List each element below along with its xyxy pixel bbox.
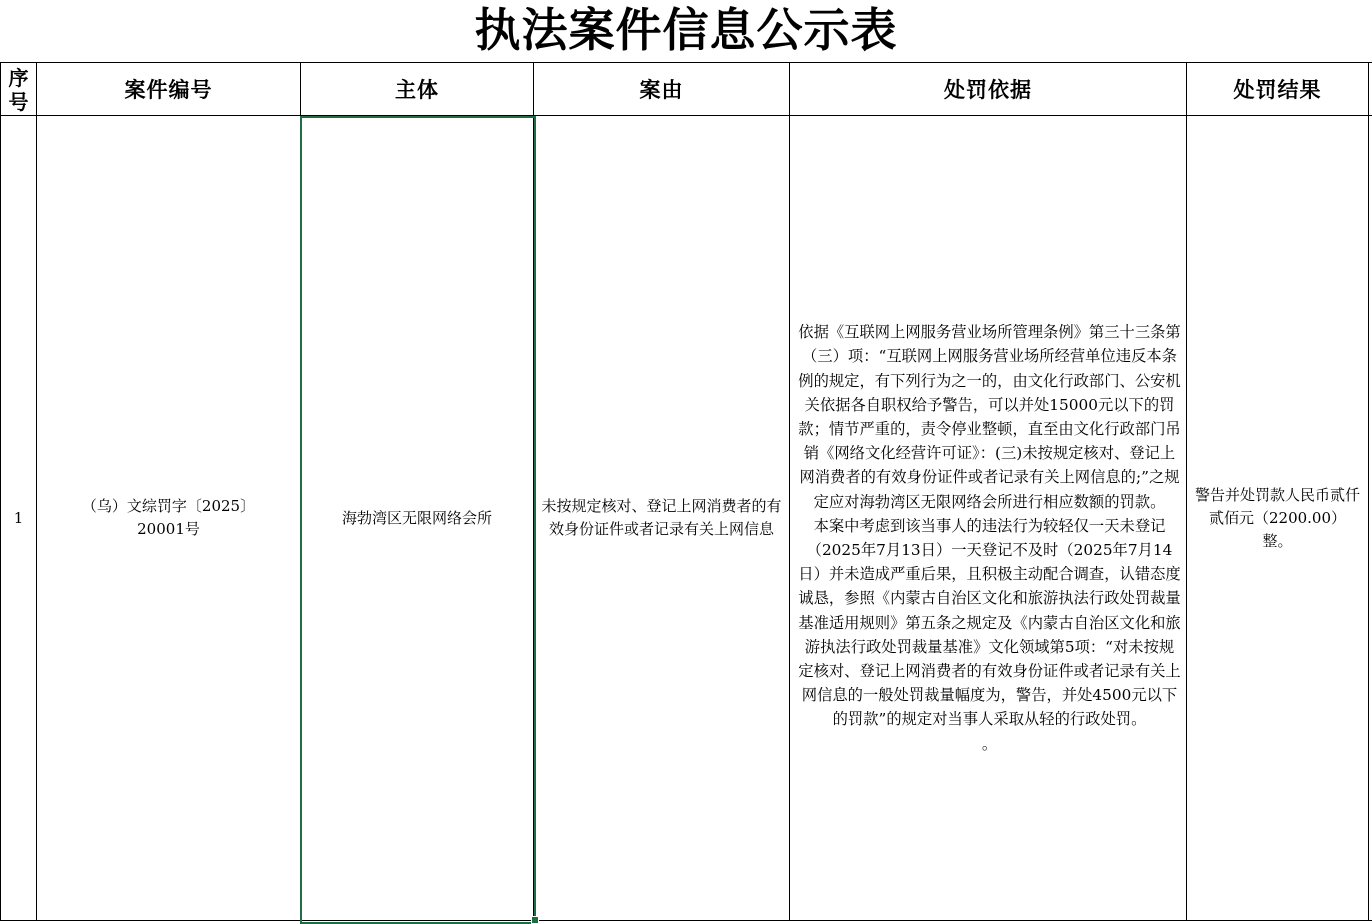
header-cause-label: 案由 <box>639 78 684 102</box>
header-subject[interactable] <box>301 63 533 115</box>
header-seq[interactable] <box>1 63 36 115</box>
header-result[interactable] <box>1187 63 1368 115</box>
header-basis-label: 处罚依据 <box>944 78 1032 102</box>
header-case-no[interactable] <box>37 63 300 115</box>
row-1-seq[interactable] <box>1 116 36 920</box>
row-subject-value: 海勃湾区无限网络会所 <box>341 508 492 527</box>
row-case-no-value: （乌）文综罚字〔2025〕20001号 <box>81 497 256 538</box>
header-cause[interactable] <box>534 63 789 115</box>
header-subject-label: 主体 <box>395 78 439 102</box>
table-bottom-border <box>0 920 1372 921</box>
fill-handle[interactable] <box>531 916 539 924</box>
row-1-case-no[interactable] <box>37 116 300 920</box>
row-1-basis[interactable] <box>790 116 1186 920</box>
header-case-no-label: 案件编号 <box>124 78 213 102</box>
header-result-label: 处罚结果 <box>1233 78 1322 102</box>
row-cause-value: 未按规定核对、登记上网消费者的有效身份证件或者记录有关上网信息 <box>541 497 782 538</box>
page-title: 执法案件信息公示表 <box>474 3 898 57</box>
header-basis[interactable] <box>790 63 1186 115</box>
row-1-result[interactable] <box>1187 116 1368 920</box>
header-seq-label: 序号 <box>8 65 29 114</box>
penalty-info-table <box>0 62 1372 924</box>
row-1-cause[interactable] <box>534 116 789 920</box>
row-1-subject[interactable] <box>301 116 533 920</box>
col-divider <box>1368 62 1369 921</box>
row-result-value: 警告并处罚款人民币贰仟贰佰元（2200.00）整。 <box>1195 485 1361 550</box>
row-seq-value: 1 <box>13 508 24 527</box>
row-basis-value: 依据《互联网上网服务营业场所管理条例》第三十三条第（三）项：“互联网上网服务营业场所经营单位违反本条例的规定，有下列行为之一的，由文化行政部门、公安机关依据各自职权给予警告，可以并处15000元以下的罚款；情节严重的，责令停业整顿，直至由文化行政部门吊销《网络文化经营许可证》：(三)未按规定核对、登记上网消费者的有效身份证件或者记录有关上网信息的;”之规定应对海勃湾区无限网络会所进行相应数额的罚款。 本案中考虑到该当事人的违法行为较轻仅一天未登记（2025年7月13日）一天登记不及时（2025年7月14日）并未造成严重后果，且积极主动配合调查，认错态度诚恳，参照《内蒙古自治区文化和旅游执法行政处罚裁量基准适用规则》第五条之规定及《内蒙古自治区文化和旅游执法行政处罚裁量基准》文化领域第5项：“对未按规定核对、登记上网消费者的有效身份证件或者记录有关上网信息的一般处罚裁量幅度为，警告，并处4500元以下的罚款”的规定对当事人采取从轻的行政处罚。 。 <box>798 323 1181 753</box>
